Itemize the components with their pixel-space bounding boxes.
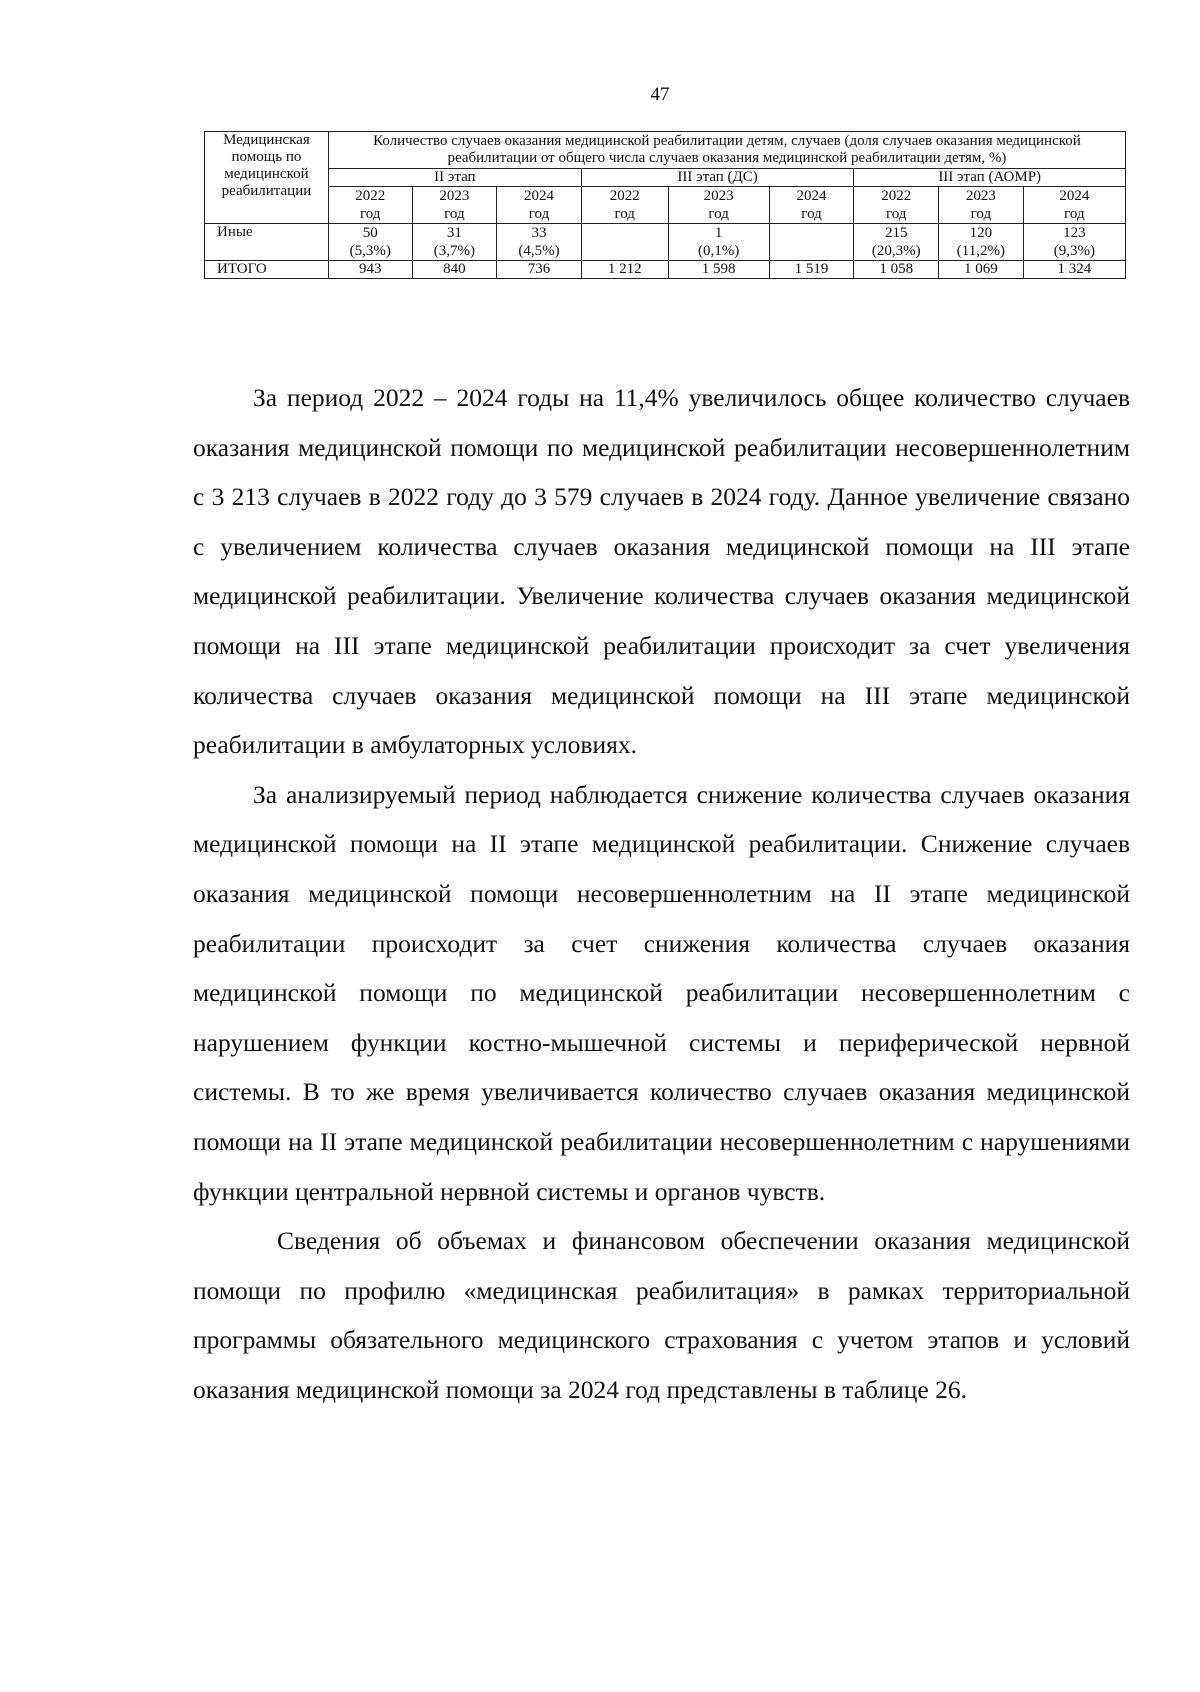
table-cell: 1 (0,1%): [668, 224, 769, 261]
year-header-row: [205, 187, 1126, 224]
table-cell: 1 598: [668, 261, 769, 279]
paragraph-1: За период 2022 – 2024 годы на 11,4% увеличилось общее количество случаев оказания медицинской помощи по медицинской реабилитации несовершеннолетним с 3 213 случаев в 2022 году до 3 579 случаев в 2024 году. Данное увеличение связано с увеличением количества случаев оказания медицинской помощи на III этапе медицинской реабилитации. Увеличение количества случаев оказания медицинской помощи на III этапе медицинской реабилитации происходит за счет увеличения количества случаев оказания медицинской помощи на III этапе медицинской реабилитации в амбулаторных условиях.: [193, 383, 1130, 760]
paragraph-3: Сведения об объемах и финансовом обеспечении оказания медицинской помощи по профилю «медицинская реабилитация» в рамках территориальной программы обязательного медицинского страхования с учетом этапов и условий оказания медицинской помощи за 2024 год представлены в таблице 26.: [193, 1226, 1130, 1404]
table-cell: 943: [328, 261, 412, 279]
stub-header: Медицинская помощь по медицинской реабилитации: [205, 132, 329, 224]
table-cell: [769, 224, 854, 261]
body-text: [193, 373, 1130, 1414]
table-cell: 33 (4,5%): [497, 224, 582, 261]
table-cell: 736: [497, 261, 582, 279]
row-label-total: ИТОГО: [205, 261, 329, 279]
main-header: Количество случаев оказания медицинской реабилитации детям, случаев (доля случаев оказания медицинской реабилитации от общего числа случаев оказания медицинской реабилитации детям, %): [328, 132, 1125, 169]
year-header: 2023 год: [668, 187, 769, 224]
rehab-cases-table: [204, 131, 1126, 279]
stage-header-iii-ds: III этап (ДС): [581, 169, 854, 187]
table-cell: 1 324: [1023, 261, 1125, 279]
row-label-other: Иные: [205, 224, 329, 261]
stage-header-row: [205, 169, 1126, 187]
table-cell: 840: [412, 261, 497, 279]
year-header: 2024 год: [1023, 187, 1125, 224]
table-cell: 1 212: [581, 261, 668, 279]
year-header: 2022 год: [854, 187, 939, 224]
paragraph-2: За анализируемый период наблюдается снижение количества случаев оказания медицинской помощи на II этапе медицинской реабилитации. Снижение случаев оказания медицинской помощи несовершеннолетним на II этапе медицинской реабилитации происходит за счет снижения количества случаев оказания медицинской помощи по медицинской реабилитации несовершеннолетним с нарушением функции костно-мышечной системы и периферической нервной системы. В то же время увеличивается количество случаев оказания медицинской помощи на II этапе медицинской реабилитации несовершеннолетним с нарушениями функции центральной нервной системы и органов чувств.: [193, 779, 1130, 1206]
stage-header-iii-aomr: III этап (АОМР): [854, 169, 1126, 187]
table-cell: 123 (9,3%): [1023, 224, 1125, 261]
table-cell: [581, 224, 668, 261]
table-cell: 1 069: [939, 261, 1024, 279]
table-row: [205, 261, 1126, 279]
year-header: 2024 год: [769, 187, 854, 224]
table-cell: 215 (20,3%): [854, 224, 939, 261]
page-number: 47: [650, 84, 670, 105]
year-header: 2022 год: [581, 187, 668, 224]
year-header: 2023 год: [412, 187, 497, 224]
table-cell: 31 (3,7%): [412, 224, 497, 261]
table-row: [205, 224, 1126, 261]
year-header: 2022 год: [328, 187, 412, 224]
year-header: 2024 год: [497, 187, 582, 224]
table-cell: 1 058: [854, 261, 939, 279]
table-header-row: [205, 132, 1126, 169]
stage-header-ii: II этап: [328, 169, 581, 187]
table-cell: 120 (11,2%): [939, 224, 1024, 261]
year-header: 2023 год: [939, 187, 1024, 224]
table-cell: 1 519: [769, 261, 854, 279]
table-cell: 50 (5,3%): [328, 224, 412, 261]
